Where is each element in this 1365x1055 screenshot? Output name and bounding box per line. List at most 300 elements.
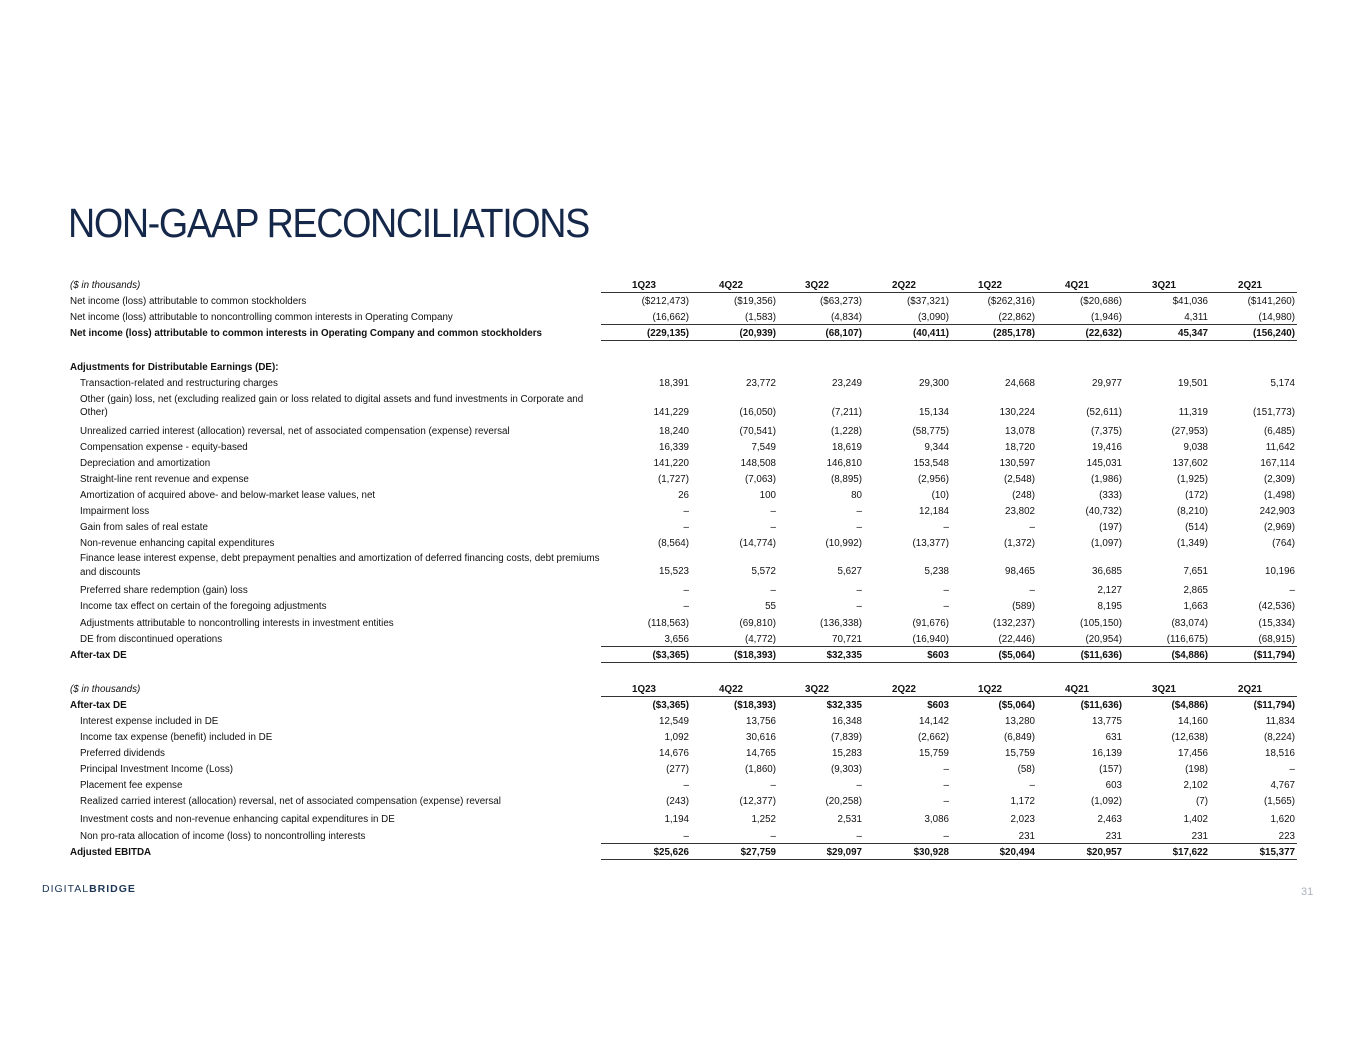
cell-value: ($4,886) bbox=[1171, 699, 1208, 711]
row-label: Principal Investment Income (Loss) bbox=[80, 764, 233, 776]
row-label: Unrealized carried interest (allocation) reversal, net of associated compensation (expense) reversal bbox=[80, 425, 510, 437]
cell-value: (1,727) bbox=[657, 473, 689, 485]
cell-value: (1,925) bbox=[1176, 473, 1208, 485]
row-label: Investment costs and non-revenue enhancing capital expenditures in DE bbox=[80, 814, 395, 826]
cell-value: (1,583) bbox=[744, 312, 776, 324]
cell-value: 80 bbox=[851, 489, 862, 501]
cell-value: – bbox=[943, 601, 949, 613]
cell-value: (20,954) bbox=[1085, 633, 1122, 645]
cell-value: $603 bbox=[927, 699, 949, 711]
cell-value: (151,773) bbox=[1253, 406, 1295, 418]
cell-value: $41,036 bbox=[1172, 296, 1208, 308]
cell-value: 145,031 bbox=[1086, 457, 1122, 469]
cell-value: 5,174 bbox=[1270, 378, 1295, 390]
cell-value: – bbox=[943, 780, 949, 792]
row-label: Straight-line rent revenue and expense bbox=[80, 473, 249, 485]
page-title: NON-GAAP RECONCILIATIONS bbox=[68, 200, 589, 246]
cell-value: 15,283 bbox=[832, 748, 862, 760]
cell-value: 19,416 bbox=[1092, 441, 1122, 453]
cell-value: – bbox=[683, 780, 689, 792]
cell-value: (248) bbox=[1012, 489, 1035, 501]
cell-value: – bbox=[1289, 585, 1295, 597]
cell-value: (1,946) bbox=[1090, 312, 1122, 324]
table-row bbox=[68, 828, 1300, 844]
cell-value: (20,258) bbox=[825, 796, 862, 808]
logo-text-digital: DIGITAL bbox=[42, 883, 90, 895]
cell-value: (764) bbox=[1272, 538, 1295, 550]
cell-value: (68,107) bbox=[825, 328, 862, 340]
cell-value: – bbox=[683, 506, 689, 518]
table-row bbox=[68, 697, 1300, 713]
cell-value: 1,252 bbox=[751, 814, 776, 826]
cell-value: (58) bbox=[1017, 764, 1035, 776]
table-row bbox=[68, 745, 1300, 761]
digitalbridge-logo bbox=[42, 883, 136, 895]
cell-value: (285,178) bbox=[993, 328, 1035, 340]
cell-value: ($11,794) bbox=[1253, 699, 1295, 711]
cell-value: 1,172 bbox=[1010, 796, 1035, 808]
cell-value: 14,765 bbox=[746, 748, 776, 760]
row-label: Gain from sales of real estate bbox=[80, 522, 208, 534]
column-header: 3Q22 bbox=[805, 683, 829, 695]
column-header: 2Q22 bbox=[892, 683, 916, 695]
cell-value: 7,651 bbox=[1183, 566, 1208, 578]
cell-value: (68,915) bbox=[1258, 633, 1295, 645]
cell-value: 242,903 bbox=[1259, 506, 1295, 518]
cell-value: 15,134 bbox=[919, 406, 949, 418]
cell-value: – bbox=[943, 585, 949, 597]
cell-value: – bbox=[856, 506, 862, 518]
row-label: After-tax DE bbox=[70, 649, 127, 661]
row-label: Adjusted EBITDA bbox=[70, 846, 152, 858]
column-header: 1Q22 bbox=[978, 683, 1002, 695]
row-label: Adjustments for Distributable Earnings (DE): bbox=[70, 362, 279, 374]
table-row bbox=[68, 631, 1300, 647]
cell-value: 148,508 bbox=[740, 457, 776, 469]
cell-value: ($5,064) bbox=[998, 649, 1035, 661]
cell-value: ($5,064) bbox=[998, 699, 1035, 711]
cell-value: (12,638) bbox=[1171, 732, 1208, 744]
row-label: Income tax effect on certain of the foregoing adjustments bbox=[80, 601, 327, 613]
cell-value: ($262,316) bbox=[987, 296, 1035, 308]
cell-value: $15,377 bbox=[1259, 846, 1295, 858]
cell-value: 18,619 bbox=[832, 441, 862, 453]
cell-value: 3,656 bbox=[664, 633, 689, 645]
logo-text-bridge: BRIDGE bbox=[89, 883, 136, 895]
cell-value: 15,523 bbox=[659, 566, 689, 578]
cell-value: 7,549 bbox=[751, 441, 776, 453]
cell-value: 14,160 bbox=[1178, 715, 1208, 727]
table-row bbox=[68, 309, 1300, 325]
table-row bbox=[68, 761, 1300, 777]
cell-value: 19,501 bbox=[1178, 378, 1208, 390]
cell-value: (7,375) bbox=[1090, 425, 1122, 437]
cell-value: ($4,886) bbox=[1171, 649, 1208, 661]
table-row bbox=[68, 471, 1300, 487]
cell-value: – bbox=[770, 830, 776, 842]
column-header: 2Q22 bbox=[892, 280, 916, 291]
cell-value: (157) bbox=[1099, 764, 1122, 776]
cell-value: (172) bbox=[1185, 489, 1208, 501]
cell-value: 17,456 bbox=[1178, 748, 1208, 760]
cell-value: 24,668 bbox=[1005, 378, 1035, 390]
cell-value: 141,220 bbox=[653, 457, 689, 469]
section2-header-row bbox=[68, 681, 1300, 697]
cell-value: 13,756 bbox=[746, 715, 776, 727]
cell-value: – bbox=[683, 585, 689, 597]
cell-value: (7,063) bbox=[744, 473, 776, 485]
cell-value: 11,319 bbox=[1178, 406, 1208, 418]
cell-value: 23,249 bbox=[832, 378, 862, 390]
cell-value: – bbox=[1289, 764, 1295, 776]
cell-value: (91,676) bbox=[912, 617, 949, 629]
cell-value: 603 bbox=[1105, 780, 1122, 792]
spacer bbox=[68, 663, 1300, 681]
row-label: Net income (loss) attributable to common stockholders bbox=[70, 296, 307, 308]
row-label: Amortization of acquired above- and below-market lease values, net bbox=[80, 489, 376, 501]
cell-value: 1,402 bbox=[1183, 814, 1208, 826]
cell-value: 16,139 bbox=[1092, 748, 1122, 760]
cell-value: (243) bbox=[666, 796, 689, 808]
cell-value: (277) bbox=[666, 764, 689, 776]
column-header: 4Q21 bbox=[1065, 280, 1089, 291]
cell-value: (70,541) bbox=[739, 425, 776, 437]
cell-value: (1,860) bbox=[744, 764, 776, 776]
cell-value: 45,347 bbox=[1178, 328, 1208, 340]
cell-value: 9,344 bbox=[924, 441, 949, 453]
cell-value: ($141,260) bbox=[1247, 296, 1295, 308]
cell-value: 30,616 bbox=[746, 732, 776, 744]
table-row bbox=[68, 793, 1300, 811]
cell-value: (16,050) bbox=[739, 406, 776, 418]
spacer bbox=[68, 341, 1300, 359]
cell-value: 18,720 bbox=[1005, 441, 1035, 453]
row-label: Impairment loss bbox=[80, 506, 150, 518]
cell-value: (1,372) bbox=[1003, 538, 1035, 550]
cell-value: (118,563) bbox=[647, 617, 689, 629]
cell-value: $29,097 bbox=[826, 846, 862, 858]
table-row bbox=[68, 293, 1300, 309]
cell-value: (69,810) bbox=[739, 617, 776, 629]
cell-value: ($63,273) bbox=[820, 296, 862, 308]
cell-value: 2,023 bbox=[1010, 814, 1035, 826]
cell-value: 2,865 bbox=[1183, 585, 1208, 597]
cell-value: 137,602 bbox=[1172, 457, 1208, 469]
cell-value: – bbox=[683, 830, 689, 842]
cell-value: – bbox=[1029, 522, 1035, 534]
cell-value: 231 bbox=[1105, 830, 1122, 842]
cell-value: (1,228) bbox=[830, 425, 862, 437]
cell-value: 5,238 bbox=[924, 566, 949, 578]
cell-value: 18,516 bbox=[1265, 748, 1295, 760]
cell-value: 11,834 bbox=[1265, 715, 1295, 727]
row-label: Non-revenue enhancing capital expenditures bbox=[80, 538, 275, 550]
row-label: Interest expense included in DE bbox=[80, 715, 219, 727]
cell-value: (2,956) bbox=[917, 473, 949, 485]
cell-value: (9,303) bbox=[830, 764, 862, 776]
cell-value: 16,348 bbox=[832, 715, 862, 727]
cell-value: 631 bbox=[1105, 732, 1122, 744]
cell-value: (14,774) bbox=[739, 538, 776, 550]
table-row bbox=[68, 535, 1300, 551]
column-header: 4Q22 bbox=[719, 683, 743, 695]
cell-value: 141,229 bbox=[653, 406, 689, 418]
table-row bbox=[68, 582, 1300, 598]
table-row bbox=[68, 729, 1300, 745]
table-row bbox=[68, 519, 1300, 535]
cell-value: (8,224) bbox=[1263, 732, 1295, 744]
cell-value: (6,485) bbox=[1263, 425, 1295, 437]
units-label: ($ in thousands) bbox=[70, 683, 141, 695]
cell-value: 1,620 bbox=[1270, 814, 1295, 826]
cell-value: – bbox=[1029, 585, 1035, 597]
cell-value: – bbox=[770, 780, 776, 792]
column-header: 3Q21 bbox=[1152, 280, 1176, 291]
cell-value: $30,928 bbox=[913, 846, 949, 858]
cell-value: – bbox=[770, 506, 776, 518]
table-row bbox=[68, 487, 1300, 503]
row-label: Adjustments attributable to noncontrolling interests in investment entities bbox=[80, 617, 394, 629]
cell-value: (1,565) bbox=[1263, 796, 1295, 808]
row-label: Finance lease interest expense, debt prepayment penalties and amortization of deferred financing costs, debt premiums and discounts bbox=[80, 553, 600, 578]
cell-value: ($3,365) bbox=[652, 699, 689, 711]
row-label: Depreciation and amortization bbox=[80, 457, 211, 469]
cell-value: – bbox=[943, 830, 949, 842]
cell-value: – bbox=[683, 522, 689, 534]
cell-value: (7,839) bbox=[830, 732, 862, 744]
cell-value: (1,498) bbox=[1263, 489, 1295, 501]
cell-value: $603 bbox=[927, 649, 949, 661]
cell-value: 15,759 bbox=[1005, 748, 1035, 760]
row-label: Realized carried interest (allocation) reversal, net of associated compensation (expense) reversal bbox=[80, 796, 501, 808]
cell-value: – bbox=[770, 522, 776, 534]
cell-value: ($212,473) bbox=[641, 296, 689, 308]
column-header: 4Q22 bbox=[719, 280, 743, 291]
cell-value: (2,309) bbox=[1263, 473, 1295, 485]
cell-value: (40,411) bbox=[913, 328, 949, 340]
cell-value: (198) bbox=[1185, 764, 1208, 776]
column-header: 1Q23 bbox=[632, 683, 656, 695]
cell-value: 98,465 bbox=[1005, 566, 1035, 578]
cell-value: – bbox=[856, 585, 862, 597]
cell-value: ($18,393) bbox=[734, 699, 776, 711]
row-label: Compensation expense - equity-based bbox=[80, 441, 248, 453]
cell-value: (42,536) bbox=[1258, 601, 1295, 613]
cell-value: (8,895) bbox=[830, 473, 862, 485]
cell-value: (589) bbox=[1012, 601, 1035, 613]
table-row bbox=[68, 777, 1300, 793]
cell-value: (16,940) bbox=[912, 633, 949, 645]
cell-value: 3,086 bbox=[924, 814, 949, 826]
cell-value: (136,338) bbox=[820, 617, 862, 629]
cell-value: (15,334) bbox=[1258, 617, 1295, 629]
section1-header-row bbox=[68, 277, 1300, 293]
cell-value: 13,078 bbox=[1005, 425, 1035, 437]
cell-value: (20,939) bbox=[739, 328, 776, 340]
cell-value: 13,280 bbox=[1005, 715, 1035, 727]
page-number: 31 bbox=[1301, 886, 1314, 898]
table-row bbox=[68, 713, 1300, 729]
cell-value: – bbox=[856, 780, 862, 792]
cell-value: (40,732) bbox=[1085, 506, 1122, 518]
units-label: ($ in thousands) bbox=[70, 280, 141, 291]
cell-value: – bbox=[683, 601, 689, 613]
cell-value: (13,377) bbox=[912, 538, 949, 550]
cell-value: ($3,365) bbox=[652, 649, 689, 661]
cell-value: (52,611) bbox=[1086, 406, 1122, 418]
row-label: Preferred share redemption (gain) loss bbox=[80, 585, 248, 597]
cell-value: 26 bbox=[678, 489, 689, 501]
table-row-heading bbox=[68, 359, 1300, 375]
cell-value: (22,632) bbox=[1085, 328, 1122, 340]
cell-value: 12,549 bbox=[659, 715, 689, 727]
table-row bbox=[68, 455, 1300, 471]
table-row bbox=[68, 811, 1300, 827]
row-label: Net income (loss) attributable to noncontrolling common interests in Operating Company bbox=[70, 312, 453, 324]
cell-value: $20,957 bbox=[1086, 846, 1122, 858]
table-row bbox=[68, 503, 1300, 519]
cell-value: – bbox=[943, 764, 949, 776]
cell-value: 2,102 bbox=[1183, 780, 1208, 792]
cell-value: ($11,636) bbox=[1080, 649, 1122, 661]
cell-value: 223 bbox=[1278, 830, 1295, 842]
cell-value: 231 bbox=[1018, 830, 1035, 842]
reconciliation-table bbox=[68, 277, 1300, 860]
cell-value: 14,676 bbox=[659, 748, 689, 760]
row-label: After-tax DE bbox=[70, 699, 127, 711]
table-row-total bbox=[68, 325, 1300, 341]
cell-value: (6,849) bbox=[1003, 732, 1035, 744]
cell-value: 1,092 bbox=[664, 732, 689, 744]
cell-value: – bbox=[1029, 780, 1035, 792]
cell-value: (1,097) bbox=[1090, 538, 1122, 550]
cell-value: 29,300 bbox=[919, 378, 949, 390]
cell-value: ($11,794) bbox=[1253, 649, 1295, 661]
cell-value: (1,092) bbox=[1090, 796, 1122, 808]
divider bbox=[601, 859, 1297, 860]
cell-value: 18,240 bbox=[659, 425, 689, 437]
cell-value: – bbox=[856, 830, 862, 842]
cell-value: (3,090) bbox=[917, 312, 949, 324]
table-row bbox=[68, 392, 1300, 423]
cell-value: (8,564) bbox=[657, 538, 689, 550]
cell-value: (2,662) bbox=[917, 732, 949, 744]
cell-value: (12,377) bbox=[739, 796, 776, 808]
table-row bbox=[68, 423, 1300, 439]
cell-value: 4,767 bbox=[1270, 780, 1295, 792]
column-header: 2Q21 bbox=[1238, 683, 1262, 695]
column-header: 3Q21 bbox=[1152, 683, 1176, 695]
cell-value: 23,802 bbox=[1005, 506, 1035, 518]
cell-value: (16,662) bbox=[652, 312, 689, 324]
cell-value: $32,335 bbox=[826, 699, 862, 711]
cell-value: 12,184 bbox=[919, 506, 949, 518]
cell-value: 1,663 bbox=[1183, 601, 1208, 613]
cell-value: (22,446) bbox=[998, 633, 1035, 645]
cell-value: 70,721 bbox=[832, 633, 862, 645]
cell-value: 8,195 bbox=[1097, 601, 1122, 613]
column-header: 4Q21 bbox=[1065, 683, 1089, 695]
cell-value: 11,642 bbox=[1265, 441, 1295, 453]
cell-value: (229,135) bbox=[647, 328, 689, 340]
cell-value: 23,772 bbox=[746, 378, 776, 390]
column-header: 3Q22 bbox=[805, 280, 829, 291]
column-header: 2Q21 bbox=[1238, 280, 1262, 291]
cell-value: (333) bbox=[1099, 489, 1122, 501]
cell-value: (132,237) bbox=[993, 617, 1035, 629]
cell-value: – bbox=[856, 601, 862, 613]
cell-value: (4,834) bbox=[830, 312, 862, 324]
cell-value: 4,311 bbox=[1184, 312, 1208, 324]
row-label: Preferred dividends bbox=[80, 748, 165, 760]
cell-value: 130,597 bbox=[999, 457, 1035, 469]
cell-value: 130,224 bbox=[999, 406, 1035, 418]
cell-value: 2,463 bbox=[1097, 814, 1122, 826]
cell-value: 10,196 bbox=[1265, 566, 1295, 578]
cell-value: 36,685 bbox=[1092, 566, 1122, 578]
cell-value: 100 bbox=[759, 489, 776, 501]
row-label: Income tax expense (benefit) included in DE bbox=[80, 732, 273, 744]
cell-value: (514) bbox=[1185, 522, 1208, 534]
cell-value: (116,675) bbox=[1166, 633, 1208, 645]
cell-value: – bbox=[943, 522, 949, 534]
table-row bbox=[68, 551, 1300, 582]
cell-value: 13,775 bbox=[1092, 715, 1122, 727]
cell-value: (7) bbox=[1196, 796, 1208, 808]
row-label: Non pro-rata allocation of income (loss) to noncontrolling interests bbox=[80, 830, 366, 842]
cell-value: 16,339 bbox=[659, 441, 689, 453]
cell-value: ($18,393) bbox=[734, 649, 776, 661]
cell-value: ($11,636) bbox=[1080, 699, 1122, 711]
cell-value: $17,622 bbox=[1172, 846, 1208, 858]
cell-value: 14,142 bbox=[919, 715, 949, 727]
cell-value: (8,210) bbox=[1176, 506, 1208, 518]
cell-value: 2,531 bbox=[837, 814, 862, 826]
cell-value: (1,349) bbox=[1176, 538, 1208, 550]
cell-value: (10,992) bbox=[825, 538, 862, 550]
cell-value: (156,240) bbox=[1253, 328, 1295, 340]
table-row bbox=[68, 439, 1300, 455]
cell-value: ($20,686) bbox=[1080, 296, 1122, 308]
cell-value: 2,127 bbox=[1097, 585, 1122, 597]
row-label: Placement fee expense bbox=[80, 780, 183, 792]
cell-value: – bbox=[943, 796, 949, 808]
cell-value: 153,548 bbox=[913, 457, 949, 469]
cell-value: ($37,321) bbox=[907, 296, 949, 308]
cell-value: (7,211) bbox=[831, 406, 862, 418]
cell-value: 55 bbox=[765, 601, 776, 613]
cell-value: $20,494 bbox=[999, 846, 1035, 858]
row-label: Transaction-related and restructuring charges bbox=[80, 378, 278, 390]
column-header: 1Q22 bbox=[978, 280, 1002, 291]
cell-value: 18,391 bbox=[659, 378, 689, 390]
cell-value: 146,810 bbox=[826, 457, 862, 469]
cell-value: (27,953) bbox=[1171, 425, 1208, 437]
cell-value: 167,114 bbox=[1260, 457, 1295, 469]
cell-value: 1,194 bbox=[664, 814, 689, 826]
cell-value: 29,977 bbox=[1092, 378, 1122, 390]
cell-value: 15,759 bbox=[919, 748, 949, 760]
row-label: Net income (loss) attributable to common interests in Operating Company and common stockholders bbox=[70, 328, 542, 340]
cell-value: (10) bbox=[931, 489, 949, 501]
cell-value: 231 bbox=[1191, 830, 1208, 842]
table-row bbox=[68, 615, 1300, 631]
table-row-total bbox=[68, 647, 1300, 663]
table-row bbox=[68, 598, 1300, 614]
cell-value: – bbox=[770, 585, 776, 597]
cell-value: 5,627 bbox=[837, 566, 862, 578]
column-header: 1Q23 bbox=[632, 280, 656, 291]
